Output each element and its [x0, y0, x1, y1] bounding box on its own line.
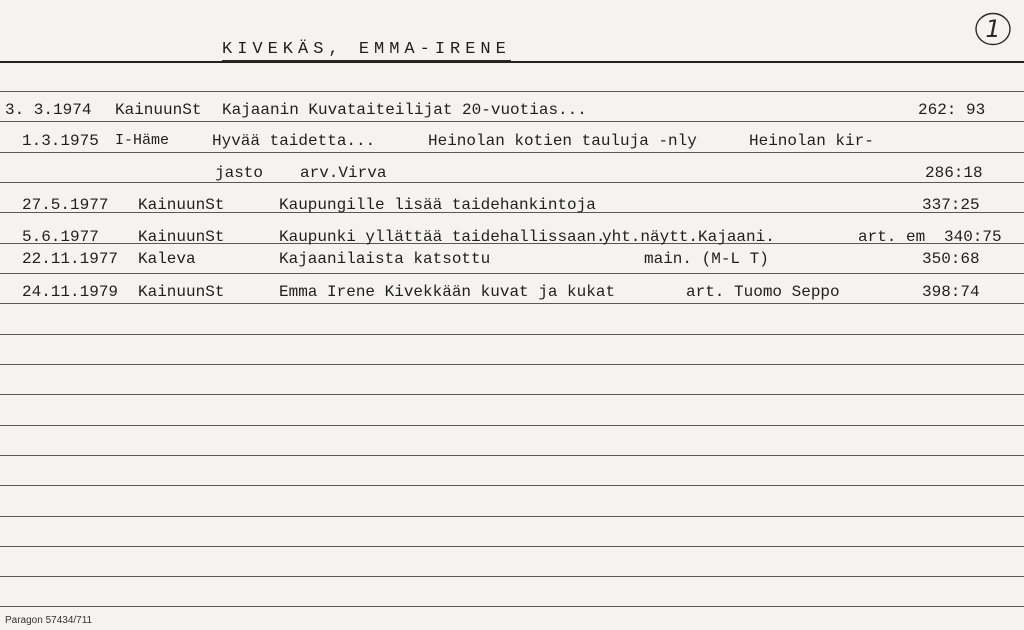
- header-rule: [0, 61, 1024, 63]
- entry-title: Kajaanilaista katsottu: [279, 250, 491, 268]
- ruled-line: [0, 182, 1024, 183]
- card-number-badge: [974, 11, 1012, 47]
- entry-note-2: Heinolan kir-: [749, 132, 874, 150]
- ruled-line: [0, 334, 1024, 335]
- ruled-line: [0, 455, 1024, 456]
- ruled-line: [0, 485, 1024, 486]
- entry-source: KainuunSt: [138, 283, 225, 301]
- entry-ref: 286:18: [925, 164, 983, 182]
- entry-note: yht.näytt.Kajaani.: [602, 228, 775, 246]
- entry-date: 27.5.1977: [22, 196, 109, 214]
- ruled-line: [0, 152, 1024, 153]
- printer-imprint: Paragon 57434/711: [5, 615, 93, 626]
- entry-ref: 340:75: [944, 228, 1002, 246]
- entry-ref: 350:68: [922, 250, 980, 268]
- ruled-line: [0, 516, 1024, 517]
- entry-source: KainuunSt: [115, 101, 202, 119]
- ruled-line: [0, 273, 1024, 274]
- entry-source: I-Häme: [115, 132, 170, 149]
- entry-note: art. Tuomo Seppo: [686, 283, 840, 301]
- ruled-line: [0, 576, 1024, 577]
- card-number: 1: [985, 15, 1001, 43]
- ruled-line: [0, 303, 1024, 304]
- entry-date: 1.3.1975: [22, 132, 99, 150]
- entry-note: main. (M-L T): [644, 250, 769, 268]
- entry-note: Heinolan kotien tauluja -nly: [428, 132, 697, 150]
- ruled-line: [0, 121, 1024, 122]
- ruled-line: [0, 394, 1024, 395]
- ruled-line: [0, 606, 1024, 607]
- entry-title: Kaupunki yllättää taidehallissaan.: [279, 228, 606, 246]
- entry-title: Kajaanin Kuvataiteilijat 20-vuotias...: [222, 101, 587, 119]
- entry-source: Kaleva: [138, 250, 196, 268]
- entry-date: 22.11.1977: [22, 250, 119, 268]
- entry-title: Hyvää taidetta...: [212, 132, 376, 150]
- ruled-line: [0, 364, 1024, 365]
- entry-continuation: jasto: [215, 164, 264, 182]
- entry-date: 3. 3.1974: [5, 101, 92, 119]
- entry-note-2: art. em: [858, 228, 926, 246]
- entry-title: Emma Irene Kivekkään kuvat ja kukat: [279, 283, 616, 301]
- card-title: KIVEKÄS, EMMA-IRENE: [222, 40, 511, 59]
- entry-date: 24.11.1979: [22, 283, 119, 301]
- entry-title: Kaupungille lisää taidehankintoja: [279, 196, 596, 214]
- entry-date: 5.6.1977: [22, 228, 99, 246]
- entry-ref: 262: 93: [918, 101, 986, 119]
- ruled-line: [0, 91, 1024, 92]
- entry-ref: 398:74: [922, 283, 980, 301]
- entry-source: KainuunSt: [138, 196, 225, 214]
- ruled-line: [0, 546, 1024, 547]
- entry-note: arv.Virva: [300, 164, 387, 182]
- ruled-line: [0, 425, 1024, 426]
- entry-source: KainuunSt: [138, 228, 225, 246]
- entry-ref: 337:25: [922, 196, 980, 214]
